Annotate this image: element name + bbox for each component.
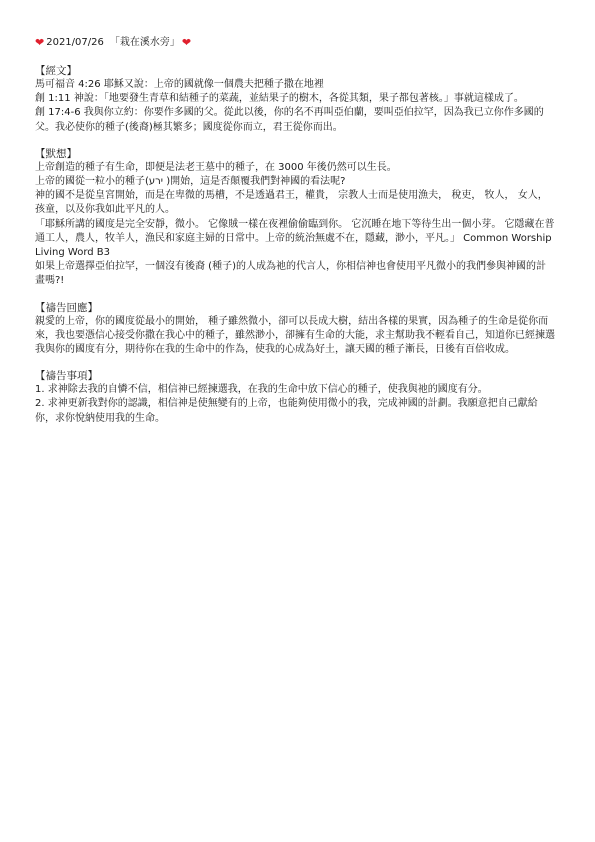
header-date: 2021/07/26 [46, 37, 104, 48]
scripture-line-1: 馬可福音 4:26 耶穌又說：上帝的國就像一個農夫把種子撒在地裡 [35, 79, 324, 90]
heart-icon: ❤ [181, 36, 192, 49]
header-title: 「栽在溪水旁」 [109, 37, 180, 48]
meditation-line-2: 上帝的國從一粒小的種子(ירע )開始，這是否顛覆我們對神國的看法呢? [35, 176, 346, 188]
meditation-quote: 「耶穌所講的國度是完全安靜，微小。 它像賊一樣在夜裡偷偷臨到你。 它沉睡在地下等待生出一個小芽。 它隱藏在普通工人，農人，牧羊人，漁民和家庭主婦的日常中。上帝的統治無處不在，隱藏，渺小，平凡。」 Common Worship Living Word B3 [35, 218, 555, 259]
response-paragraph: 親愛的上帝，你的國度從最小的開始， 種子雖然微小，卻可以長成大樹，結出各樣的果實，因為種子的生命是從你而來，我也要憑信心接受你撒在我心中的種子，雖然渺小，卻擁有生命的大能，求主幫助我不輕看自己，知道你已經揀選我與你的國度有分，期待你在我的生命中的作為，使我的心成為好土，讓天國的種子漸長，日後有百倍收成。 [35, 315, 555, 356]
scripture-title: 【經文】 [35, 65, 77, 77]
request-item-1: 1. 求神除去我的自憐不信，相信神已經揀選我，在我的生命中放下信心的種子，使我與祂的國度有分。 [35, 384, 488, 396]
meditation-line-5: 如果上帝選擇亞伯拉罕，一個沒有後裔 (種子)的人成為祂的代言人，你相信神也會使用平凡微小的我們參與神國的計畫嗎?! [35, 261, 546, 287]
request-item-2: 2. 求神更新我對你的認識，相信神是使無變有的上帝，也能夠使用微小的我，完成神國的計劃。我願意把自己獻給你，求你悅納使用我的生命。 [35, 398, 538, 424]
heart-icon: ❤ [35, 36, 45, 49]
header-line [35, 36, 555, 50]
response-title: 【禱告回應】 [35, 301, 98, 314]
meditation-line-3: 神的國不是從皇宮開始，而是在卑微的馬槽，不是透過君王，權貴， 宗教人士而是使用漁夫， 稅吏， 牧人， 女人，孩童，以及你我如此平凡的人。 [35, 190, 548, 216]
requests-title: 【禱告事項】 [35, 370, 98, 383]
meditation-line-1: 上帝創造的種子有生命，即便是法老王墓中的種子，在 3000 年後仍然可以生長。 [35, 161, 397, 173]
meditation-title: 【默想】 [35, 147, 77, 160]
scripture-line-2: 創 1:11 神說：「地要發生青草和結種子的菜蔬，並結果子的樹木，各從其類，果子都包著核。」事就這樣成了。 [35, 93, 524, 105]
scripture-line-3: 創 17:4-6 我與你立約：你要作多國的父。從此以後，你的名不再叫亞伯蘭，要叫亞伯拉罕，因為我已立你作多國的父。我必使你的種子(後裔)極其繁多；國度從你而立，君王從你而出。 [35, 107, 544, 133]
